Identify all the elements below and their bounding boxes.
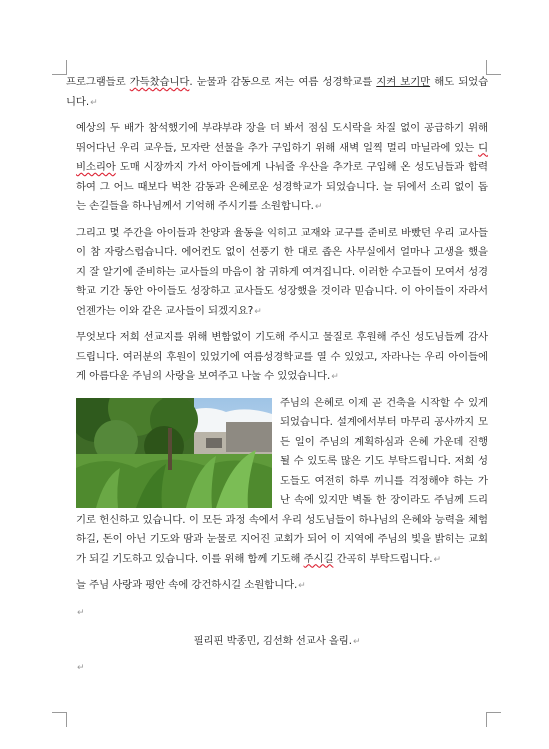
spellcheck-word: 가득찼습니다 xyxy=(129,76,190,88)
paragraph-mark-icon: ↵ xyxy=(314,202,323,212)
signature-line[interactable] xyxy=(66,632,488,653)
text-run: 간곡히 부탁드립니다. xyxy=(333,552,433,565)
paragraph-mark-icon: ↵ xyxy=(254,306,262,317)
text-run: 주님의 은혜로 이제 곧 건축을 시작할 수 있게 되었습니다. 설계에서부터 마무리 공사까지 모든 일이 주님의 계획하심과 은혜 가운데 진행될 수 있도록 많은 기도 부탁드립니다. 저희 성도들도 여전히 하루 끼니를 걱정해야 하는 가난 속에 있지만 벽돌 한 장이라도 주님께 드리기로 헌신하고 있습니다. 이 모든 과정 속에서 우리 성도님들이 하나님의 은혜와 능력을 체험하길, 돈이 아닌 기도와 땀과 눈물로 지어진 교회가 되어 이 지역에 주님의 빛을 밝히는 교회가 되길 기도하고 있습니다. 이를 위해 함께 기도해 xyxy=(76,396,488,565)
text-run: 예상의 두 배가 참석했기에 부랴부랴 장을 더 봐서 점심 도시락을 차질 없이 공급하기 위해 뛰어다닌 우리 교우들, 모자란 선물을 추가 구입하기 위해 새벽 일찍 멀리 마닐라에 있는 xyxy=(76,122,488,154)
paragraph-teachers[interactable] xyxy=(66,224,488,323)
underlined-phrase: 지켜 보기만 xyxy=(376,76,431,88)
spellcheck-word: 디비소리아 xyxy=(76,141,488,173)
paragraph-mark-icon: ↵ xyxy=(77,607,85,618)
construction-site-photo[interactable] xyxy=(76,398,272,508)
paragraph-program-summary[interactable] xyxy=(66,73,488,113)
text-run: 해도 되었습니다. xyxy=(66,76,489,108)
crop-mark-top-right xyxy=(486,60,501,75)
text-run: 무엇보다 저희 선교지를 위해 변함없이 기도해 주시고 물질로 후원해 주신 성도님들께 감사드립니다. 여러분의 후원이 있었기에 여름성경학교를 열 수 있었고, 자라나는 우리 아이들에게 아름다운 주님의 사랑을 보여주고 나눌 수 있었습니다. xyxy=(76,331,488,382)
paragraph-gratitude[interactable] xyxy=(66,328,488,388)
text-run: 늘 주님 사랑과 평안 속에 강건하시길 소원합니다. xyxy=(76,579,298,591)
empty-paragraph[interactable] xyxy=(76,603,488,622)
paragraph-mark-icon: ↵ xyxy=(298,581,306,591)
paragraph-mark-icon: ↵ xyxy=(433,554,441,565)
paragraph-volunteers[interactable] xyxy=(66,119,488,218)
text-run: . 눈물과 감동으로 저는 여름 성경학교를 xyxy=(189,76,377,88)
text-run: 그리고 몇 주간을 아이들과 찬양과 율동을 익히고 교재와 교구를 준비로 바빴던 우리 교사들이 참 자랑스럽습니다. 에어컨도 없이 선풍기 한 대로 좁은 사무실에서 얼마나 고생을 했을 지 잘 알기에 준비하는 교사들의 마음이 참 귀하게 여겨집니다. 이러한 수고들이 모여서 성경학교 기간 동안 아이들도 성장하고 교사들도 성장했을 것이라 믿습니다. 이 아이들이 자라서 언젠가는 이와 같은 교사들이 되겠지요? xyxy=(76,226,488,317)
paragraph-blessing[interactable] xyxy=(66,576,488,597)
paragraph-construction[interactable] xyxy=(66,394,488,571)
text-run: 프로그램들로 xyxy=(66,76,130,88)
crop-mark-top-left xyxy=(52,60,67,75)
paragraph-mark-icon: ↵ xyxy=(352,636,361,647)
paragraph-mark-icon: ↵ xyxy=(90,97,98,108)
crop-mark-bottom-left xyxy=(52,712,67,727)
spellcheck-word: 주시길 xyxy=(303,552,334,565)
text-run: 도매 시장까지 가서 아이들에게 나눠줄 우산을 추가로 구입해 온 성도님들과 합력하여 그 어느 때보다 벅찬 감동과 은혜로운 성경학교가 되었습니다. 늘 뒤에서 소리 없이 돕는 손길들을 하나님께서 기억해 주시기를 소원합니다. xyxy=(76,161,488,212)
paragraph-mark-icon: ↵ xyxy=(331,372,339,382)
document-body[interactable] xyxy=(66,73,488,677)
paragraph-mark-icon: ↵ xyxy=(77,663,85,673)
empty-paragraph[interactable] xyxy=(76,658,488,677)
crop-mark-bottom-right xyxy=(486,712,501,727)
signature-text: 필리핀 박종민, 김선화 선교사 올림. xyxy=(193,634,352,647)
